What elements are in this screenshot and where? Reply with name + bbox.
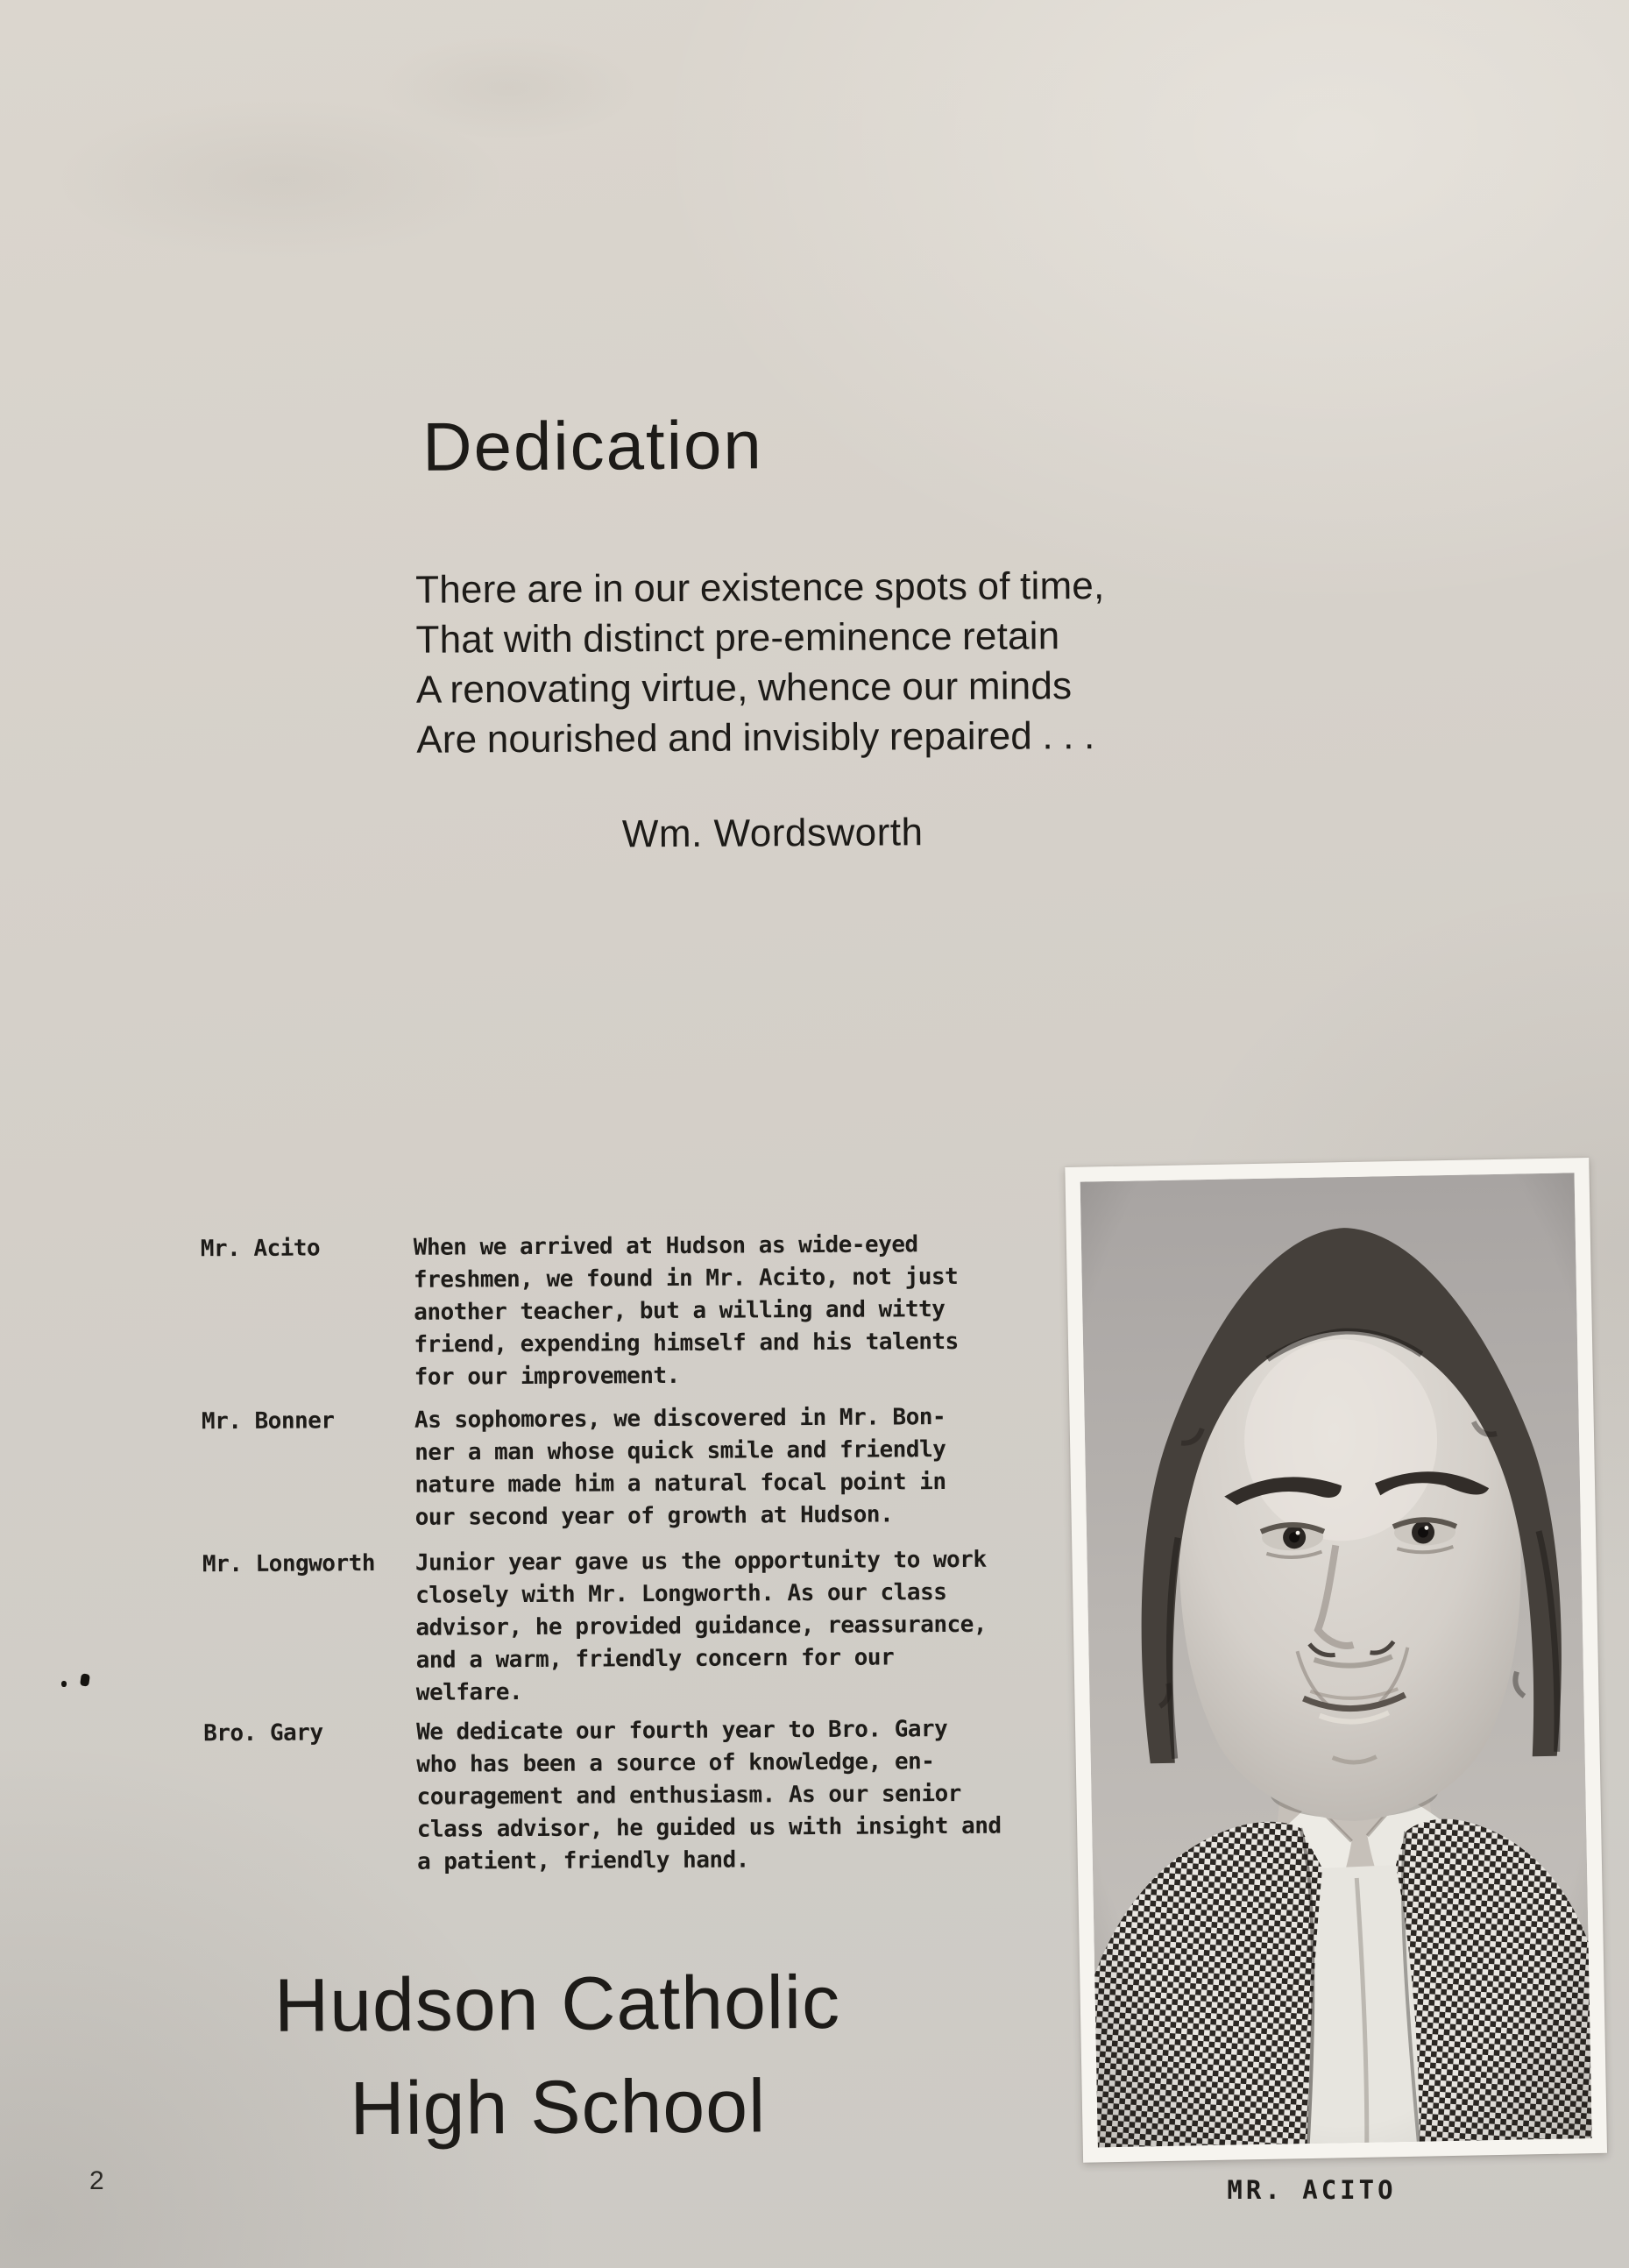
dedication-entry-acito <box>200 1228 1059 1391</box>
dedication-poem: There are in our existence spots of time, That with distinct pre-eminence retain A renovating virtue, whence our minds Are nourished and invisibly repaired . . . <box>415 563 1105 762</box>
page-number: 2 <box>89 2166 104 2195</box>
school-name: Hudson Catholic High School <box>273 1960 841 2151</box>
dedication-entry-gary <box>203 1712 1062 1875</box>
portrait-illustration <box>1080 1173 1592 2147</box>
teacher-name: Mr. Longworth <box>202 1550 376 1578</box>
dedicatee-photo <box>1065 1158 1607 2163</box>
dedication-entry-longworth <box>202 1543 1061 1706</box>
dedication-text: As sophomores, we discovered in Mr. Bon- ner a man whose quick smile and friendly nature made him a natural focal point in our second year of growth at Hudson. <box>414 1404 946 1531</box>
ink-speck <box>61 1681 67 1687</box>
dedication-text: Junior year gave us the opportunity to work closely with Mr. Longworth. As our class advisor, he provided guidance, reassurance, and a warm, friendly concern for our welfare. <box>414 1546 988 1706</box>
teacher-name: Bro. Gary <box>203 1719 323 1747</box>
dedication-text: When we arrived at Hudson as wide-eyed freshmen, we found in Mr. Acito, not just another teacher, but a willing and witty friend, expending himself and his talents for our improvement. <box>413 1231 959 1391</box>
teacher-name: Mr. Bonner <box>201 1407 335 1435</box>
poem-attribution: Wm. Wordsworth <box>621 811 924 856</box>
dedication-entry-bonner <box>201 1400 1060 1531</box>
dedication-text: We dedicate our fourth year to Bro. Gary who has been a source of knowledge, en- couragement and enthusiasm. As our senior class advisor, he guided us with insight and a patient, friendly hand. <box>416 1716 1002 1875</box>
photo-caption: MR. ACITO <box>1227 2175 1397 2205</box>
page-title: Dedication <box>421 406 764 485</box>
teacher-name: Mr. Acito <box>200 1235 321 1263</box>
